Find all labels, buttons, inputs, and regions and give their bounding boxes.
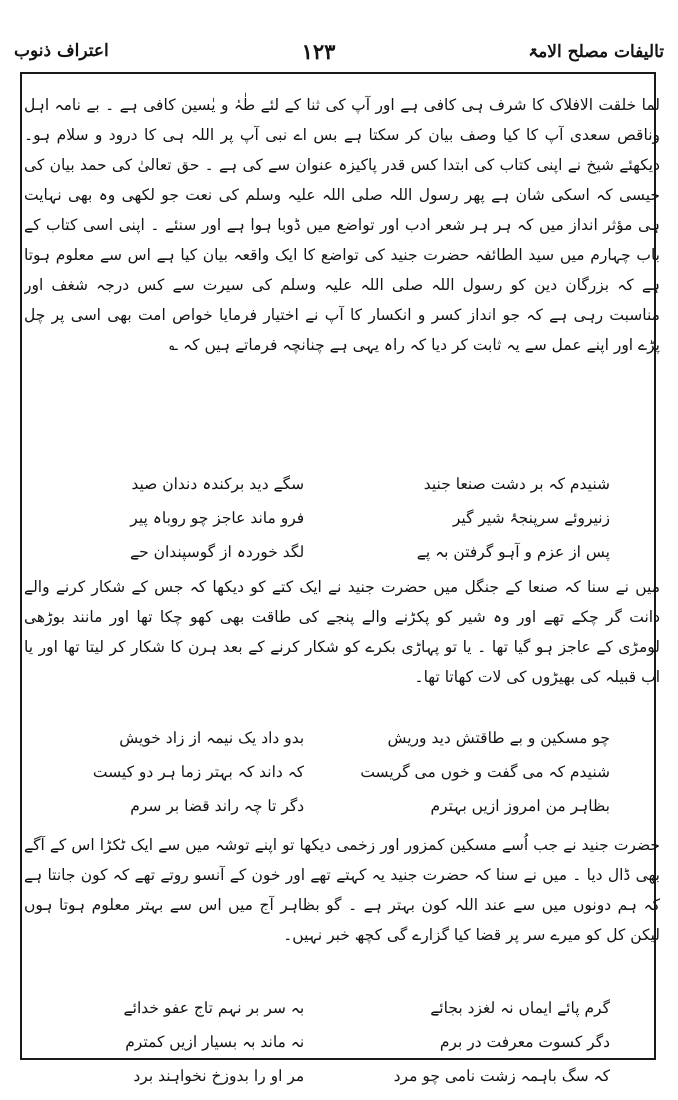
- paragraph: لما خلقت الافلاک کا شرف ہی کافی ہے اور آپ کی ثنا کے لئے طٰہٰ و یٰسین کافی ہے ۔ بے نامہ اہل وناقص سعدی آپ کا کیا وصف بیان کر سکتا ہے بس اے نبی آپ پر اللہ ہی کا درود و سلام ہو۔ دیکھئے شیخ نے اپنی کتاب کی ابتدا کس قدر پاکیزہ عنوان سے کی ہے ۔ حق تعالیٰ کی حمد بیان کی جیسی کہ اسکی شان ہے پھر رسول اللہ صلی اللہ علیہ وسلم کی نعت جو لکھی وہ بھی نہایت ہی مؤثر انداز میں کہ ہر ہر شعر ادب اور تواضع میں ڈوبا ہوا ہے اور سنئے ۔ اپنی اسی کتاب کے باب چہارم میں سید الطائفہ حضرت جنید کی تواضع کا ایک واقعہ بیان کیا ہے اس سے معلوم ہوتا ہے کہ بزرگان دین کو رسول اللہ صلی اللہ علیہ وسلم کی سیرت سے کس درجہ شغف اور مناسبت رہی ہے کہ جو انداز کسر و انکسار کا آپ نے اختیار فرمایا خواص امت بھی اسی پر چل پڑے اور اپنے عمل سے یہ ثابت کر دیا کہ راہ یہی ہے چنانچہ فرماتے ہیں کہ ؎: [24, 96, 660, 354]
- verse-second-hemistich: فرو ماند عاجز چو روباہ پیر: [130, 509, 305, 528]
- book-title: تالیفات مصلح الامۃ: [528, 41, 664, 62]
- verse-group-3: [24, 992, 660, 1100]
- verse-group-2: [24, 722, 660, 830]
- verse-second-hemistich: کہ داند کہ بہتر زما ہر دو کیست: [92, 763, 305, 782]
- verse-couplet: [24, 1060, 660, 1094]
- verse-couplet: [24, 992, 660, 1026]
- page-body: [24, 90, 660, 1086]
- prose-block-1: [24, 90, 660, 468]
- verse-first-hemistich: کہ سگ باہمہ زشت نامی چو مرد: [393, 1067, 610, 1086]
- verse-first-hemistich: شنیدم کہ بر دشت صنعا جنید: [423, 475, 610, 494]
- verse-second-hemistich: دگر تا چہ راند قضا بر سرم: [130, 797, 305, 816]
- prose-block-2: [24, 572, 660, 722]
- verse-second-hemistich: مر او را بدوزخ نخواہند برد: [133, 1067, 305, 1086]
- verse-second-hemistich: بہ سر بر نہم تاج عفو خدائے: [123, 999, 305, 1018]
- verse-couplet: [24, 1026, 660, 1060]
- verse-first-hemistich: بظاہر من امروز ازیں بہترم: [430, 797, 610, 816]
- verse-first-hemistich: پس از عزم و آہو گرفتن بہ پے: [416, 543, 610, 562]
- verse-second-hemistich: سگے دید برکندہ دندان صید: [131, 475, 305, 494]
- section-title: اعتراف ذنوب: [14, 41, 109, 61]
- paragraph: میں نے سنا کہ صنعا کے جنگل میں حضرت جنید نے ایک کتے کو دیکھا کہ جس کے شکار کرنے والے دانت گر چکے تھے اور وہ شیر کو پکڑنے والے پنجے کی طاقت بھی کھو چکا تھا اور مانند بوڑھی لومڑی کے عاجز ہو گیا تھا ۔ یا تو پہاڑی بکرے کو شکار کرنے کے بعد ہرن کا شکار کر لیتا تھا اور یا اب قبیلہ کی بھیڑوں کی لات کھاتا تھا۔: [24, 578, 660, 686]
- page-number: ۱۲۳: [301, 38, 336, 64]
- verse-first-hemistich: زنیروئے سرپنجۂ شیر گیر: [452, 509, 610, 528]
- verse-couplet: [24, 502, 660, 536]
- verse-first-hemistich: دگر کسوت معرفت در برم: [439, 1033, 610, 1052]
- verse-first-hemistich: شنیدم کہ می گفت و خوں می گریست: [360, 763, 610, 782]
- verse-couplet: [24, 722, 660, 756]
- verse-couplet: [24, 468, 660, 502]
- verse-first-hemistich: گرم پائے ایماں نہ لغزد بجائے: [430, 999, 610, 1018]
- verse-couplet: [24, 536, 660, 570]
- verse-couplet: [24, 756, 660, 790]
- verse-group-1: [24, 468, 660, 572]
- paragraph: حضرت جنید نے جب اُسے مسکین کمزور اور زخمی دیکھا تو اپنے توشہ میں سے ایک ٹکڑا اس کے آگے بھی ڈال دیا ۔ میں نے سنا کہ حضرت جنید یہ کہتے تھے اور خون کے آنسو روتے تھے کہ کون جانتا ہے کہ ہم دونوں میں سے عند اللہ کون بہتر ہے ۔ گو بظاہر آج میں اس سے بہتر معلوم ہوتا ہوں لیکن کل کو میرے سر پر قضا کیا گزارے گی کچھ خبر نہیں۔: [24, 836, 660, 944]
- page-header: [14, 32, 664, 70]
- verse-couplet: [24, 790, 660, 824]
- prose-block-3: [24, 830, 660, 990]
- verse-second-hemistich: نہ ماند بہ بسیار ازیں کمترم: [125, 1033, 305, 1052]
- verse-second-hemistich: لگد خوردہ از گوسپندان حے: [129, 543, 305, 562]
- verse-second-hemistich: بدو داد یک نیمہ از زاد خویش: [119, 729, 305, 748]
- verse-first-hemistich: چو مسکین و بے طاقتش دید وریش: [387, 729, 610, 748]
